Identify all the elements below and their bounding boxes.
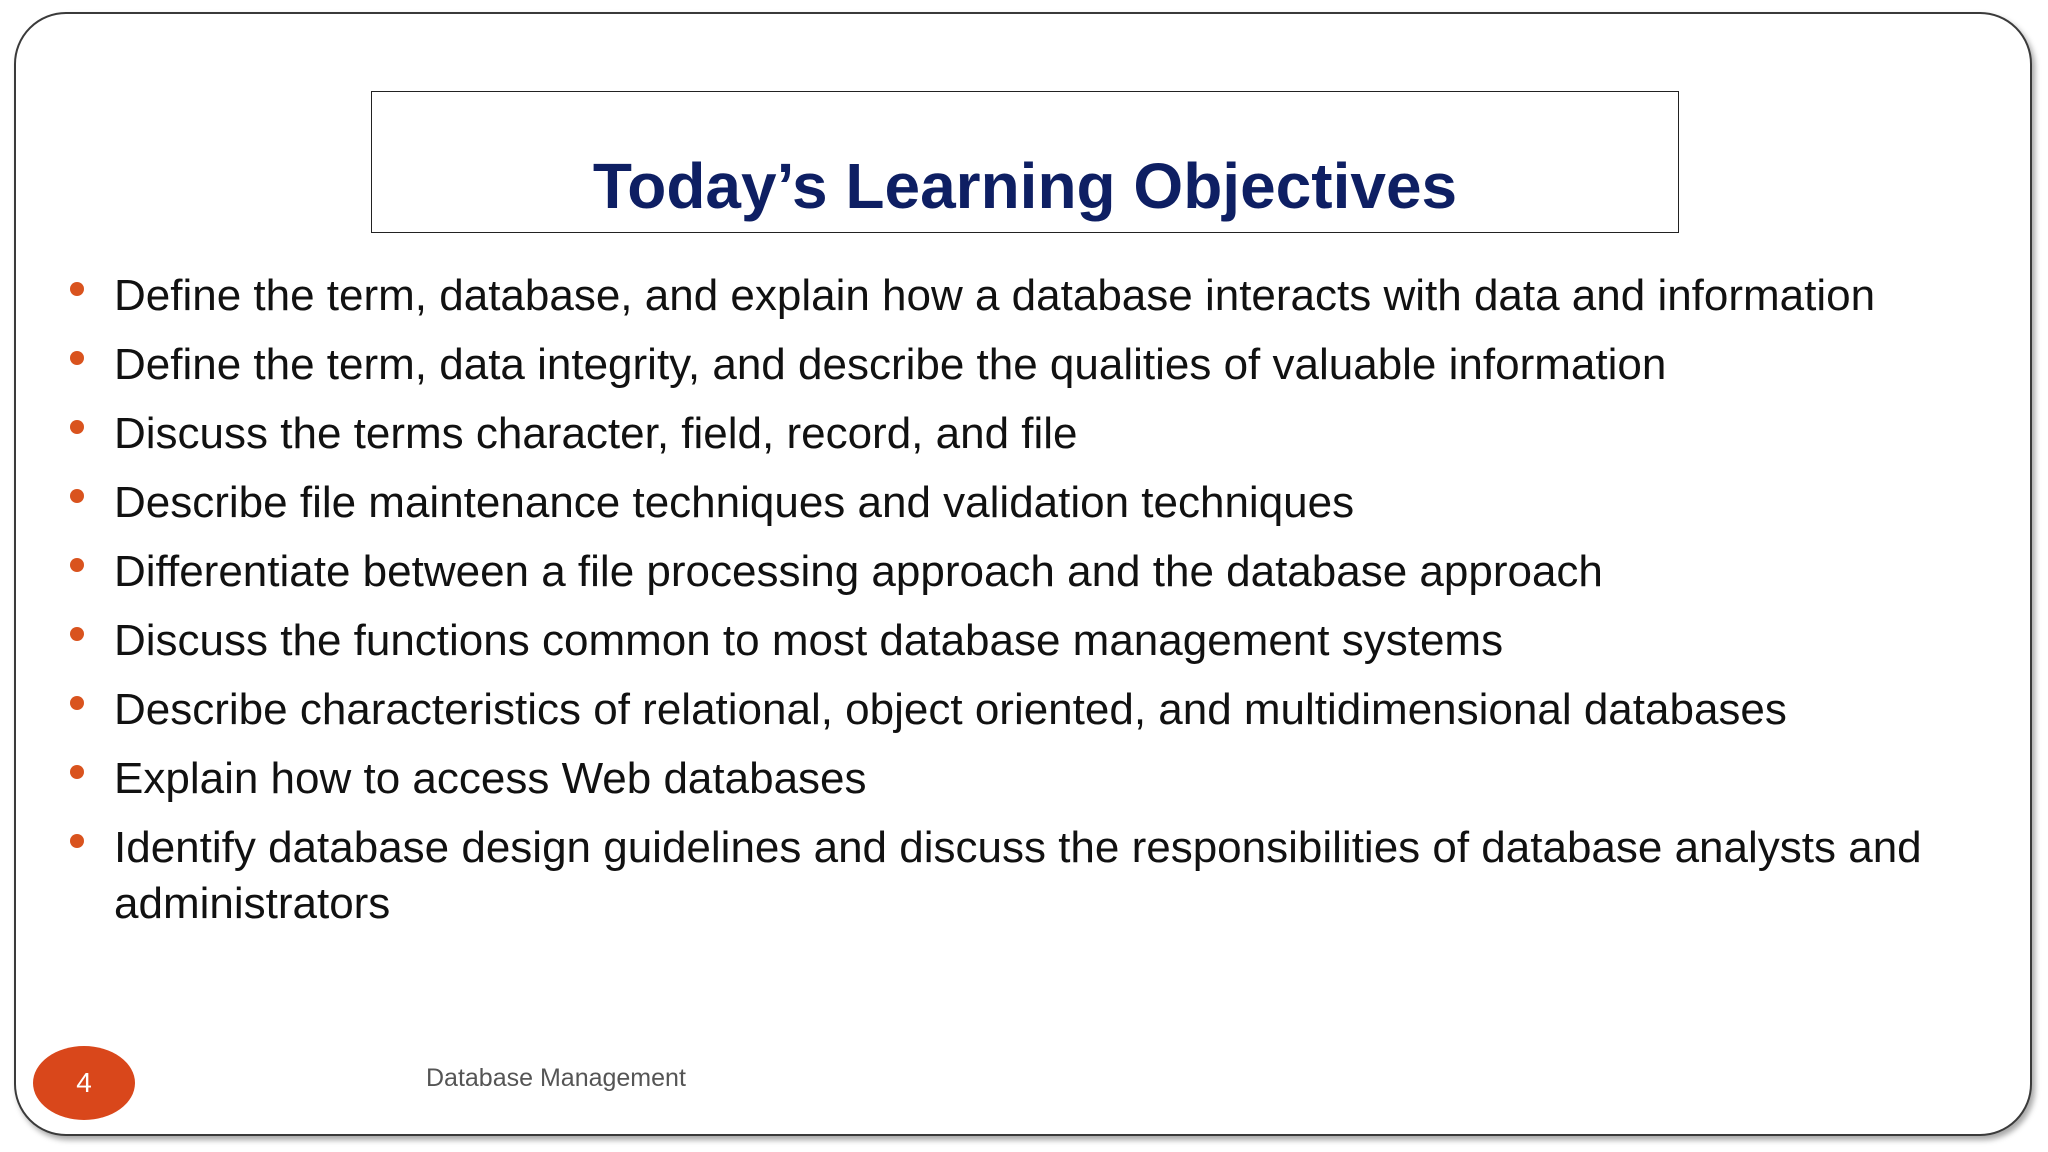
objectives-list <box>70 268 2020 945</box>
bullet-dot-icon <box>70 765 84 779</box>
list-item <box>70 820 2020 932</box>
list-item-text: Explain how to access Web databases <box>114 754 867 803</box>
bullet-dot-icon <box>70 558 84 572</box>
list-item-text: Define the term, data integrity, and describe the qualities of valuable information <box>114 340 1667 389</box>
list-item <box>70 475 2020 531</box>
bullet-dot-icon <box>70 696 84 710</box>
slide-title: Today’s Learning Objectives <box>592 150 1458 222</box>
list-item <box>70 613 2020 669</box>
bullet-dot-icon <box>70 489 84 503</box>
bullet-dot-icon <box>70 282 84 296</box>
list-item-text: Discuss the terms character, field, record, and file <box>114 409 1078 458</box>
bullet-dot-icon <box>70 351 84 365</box>
footer-text: Database Management <box>426 1064 686 1092</box>
bullet-dot-icon <box>70 627 84 641</box>
list-item <box>70 406 2020 462</box>
list-item <box>70 682 2020 738</box>
list-item <box>70 544 2020 600</box>
title-box <box>371 91 1679 233</box>
list-item-text: Discuss the functions common to most database management systems <box>114 616 1504 665</box>
list-item-text: Describe file maintenance techniques and validation techniques <box>114 478 1355 527</box>
list-item <box>70 751 2020 807</box>
list-item-text: Define the term, database, and explain how a database interacts with data and information <box>114 271 1876 320</box>
list-item-text: Differentiate between a file processing approach and the database approach <box>114 547 1603 596</box>
bullet-dot-icon <box>70 834 84 848</box>
list-item-text: Describe characteristics of relational, object oriented, and multidimensional databases <box>114 685 1787 734</box>
list-item-text: Identify database design guidelines and discuss the responsibilities of database analysts and administrators <box>114 823 1922 928</box>
list-item <box>70 268 2020 324</box>
list-item <box>70 337 2020 393</box>
page-number-badge: 4 <box>33 1046 135 1120</box>
bullet-dot-icon <box>70 420 84 434</box>
